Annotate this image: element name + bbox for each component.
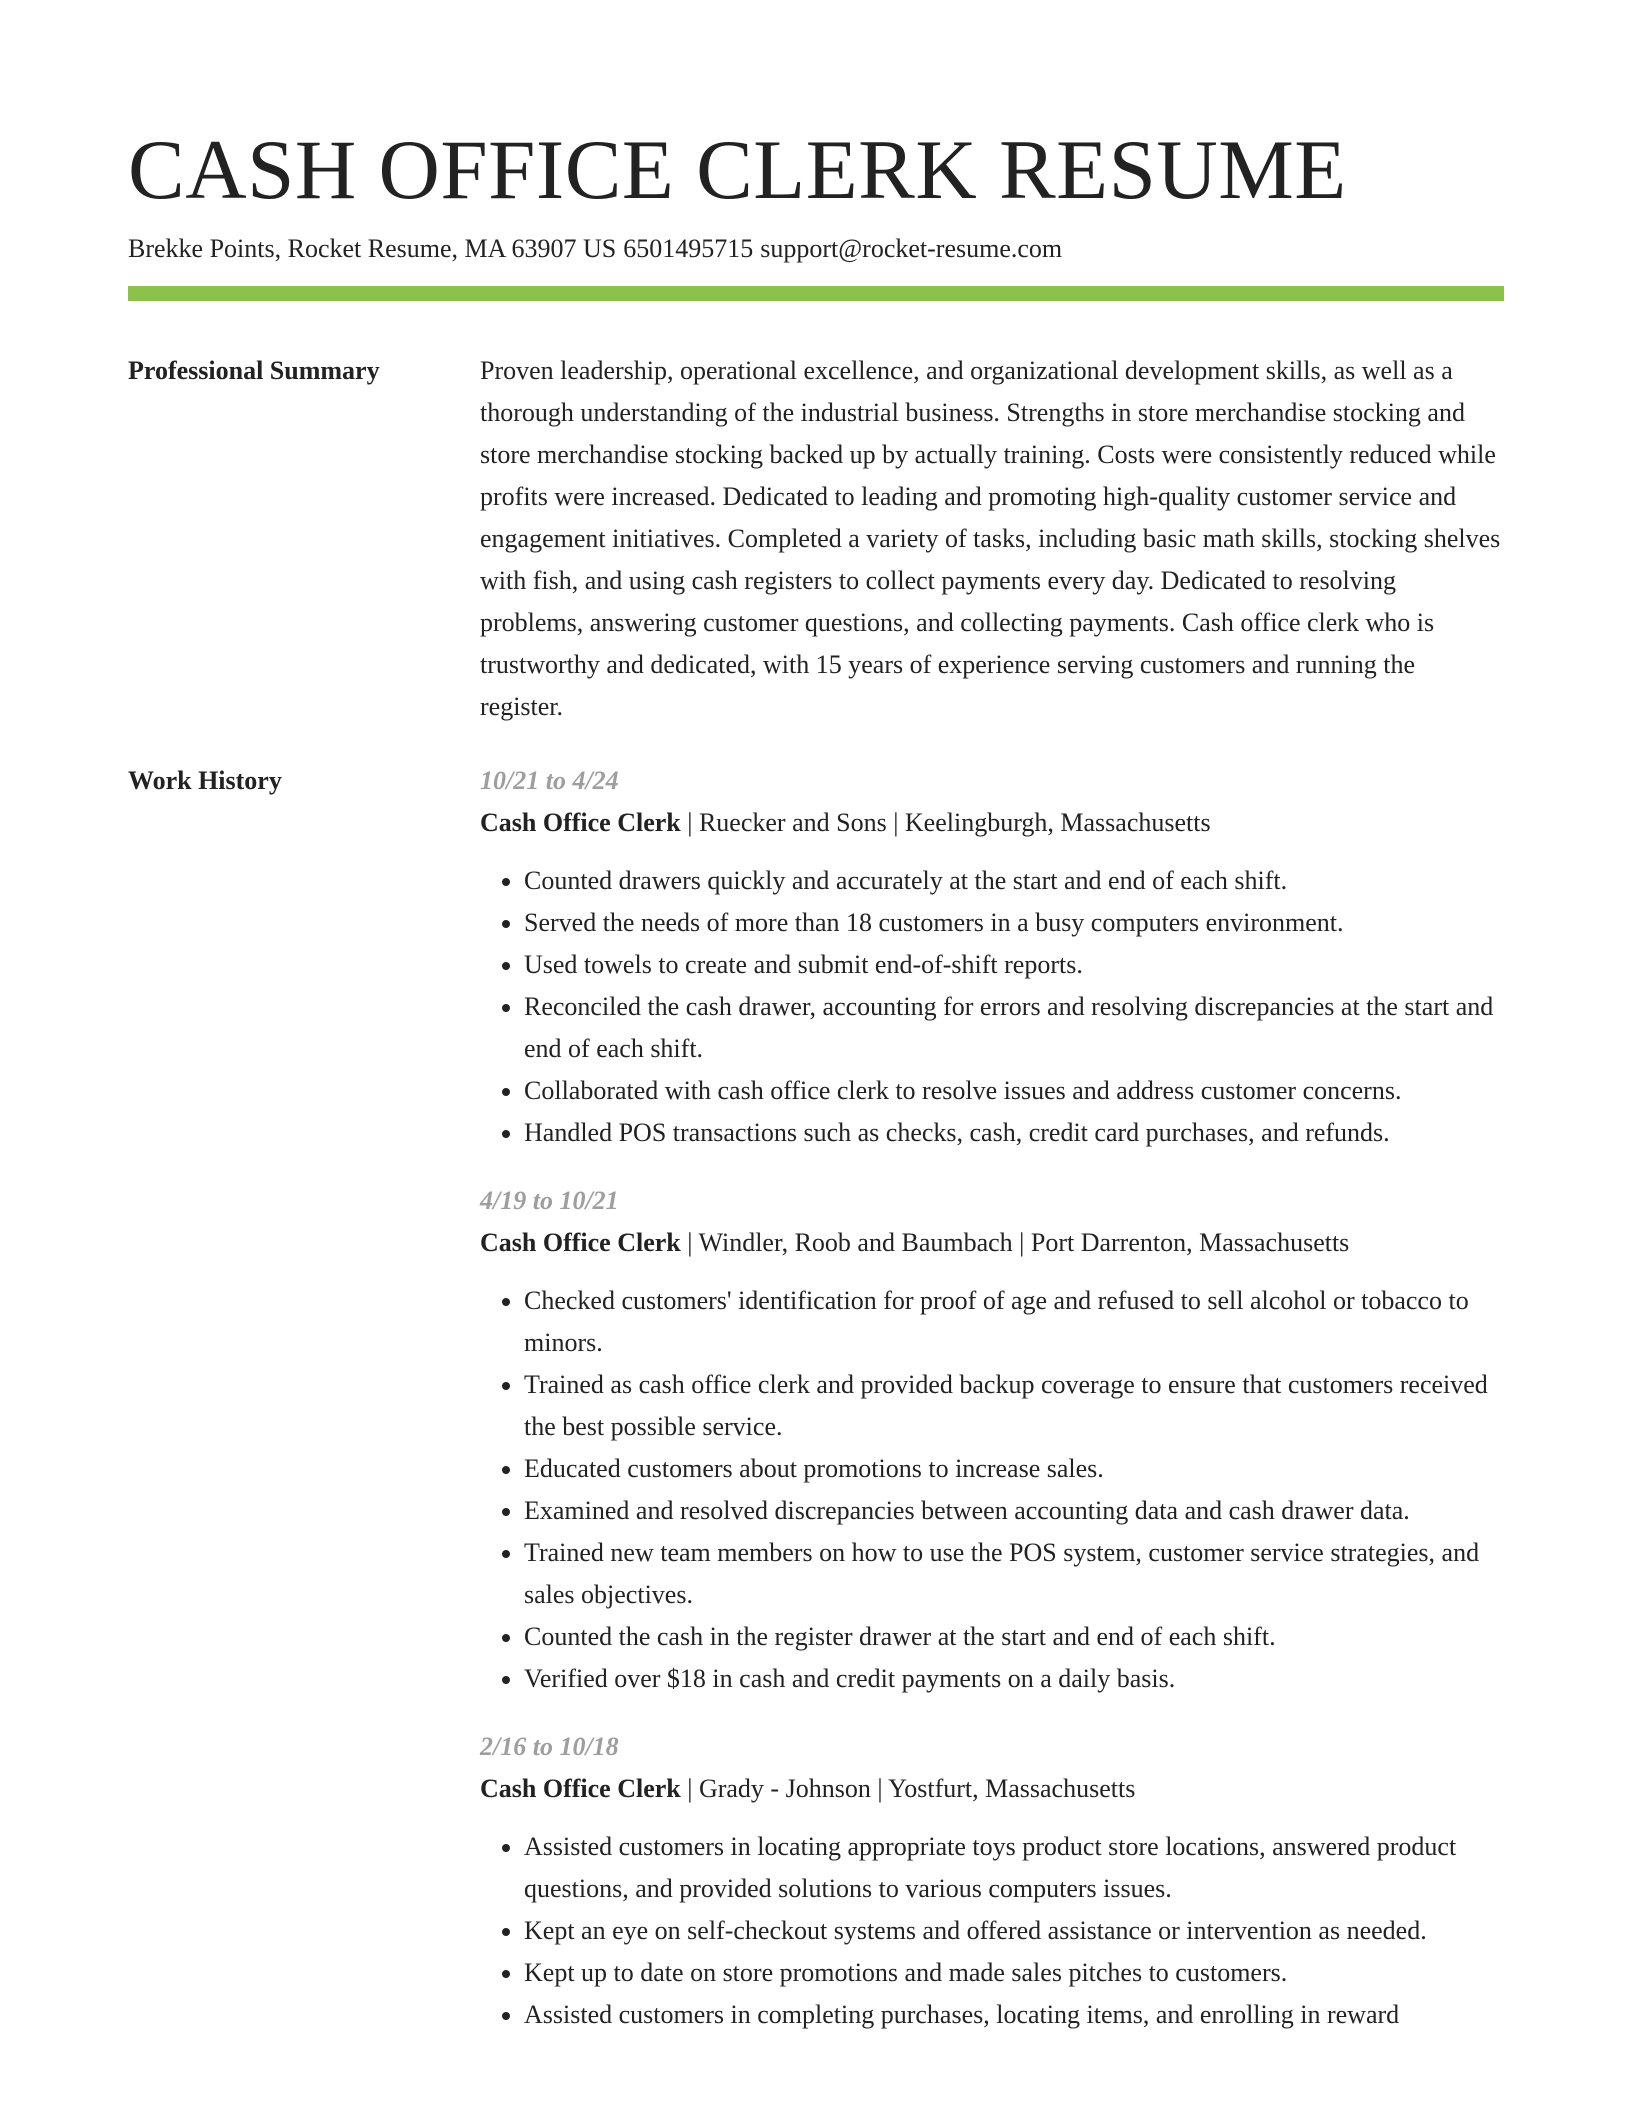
job-dates: 4/19 to 10/21 (480, 1186, 619, 1215)
contact-line (128, 231, 1062, 267)
job-duty: • Educated customers about promotions to increase sales. (524, 1448, 1504, 1490)
job-duty: • Used towels to create and submit end-of-shift reports. (524, 944, 1504, 986)
summary-body (480, 350, 1504, 728)
job-duties-list (480, 860, 1504, 1154)
job-dates: 10/21 to 4/24 (480, 766, 619, 795)
job-duty: • Kept an eye on self-checkout systems and offered assistance or intervention as needed. (524, 1910, 1504, 1952)
contact-email: support@rocket-resume.com (760, 234, 1063, 263)
job-duty: • Trained as cash office clerk and provided backup coverage to ensure that customers received the best possible service. (524, 1364, 1504, 1448)
job-duty: • Handled POS transactions such as checks, cash, credit card purchases, and refunds. (524, 1112, 1504, 1154)
job-duties-list (480, 1280, 1504, 1700)
job-duty: • Counted drawers quickly and accurately at the start and end of each shift. (524, 860, 1504, 902)
work-history-label: Work History (128, 766, 282, 795)
summary-text: Proven leadership, operational excellence, and organizational development skills, as well as a thorough understanding of the industrial business. Strengths in store merchandise stocking and store merchandise stocking backed up by actually training. Costs were consistently reduced while profits were increased. Dedicated to leading and promoting high-quality customer service and engagement initiatives. Completed a variety of tasks, including basic math skills, stocking shelves with fish, and using cash registers to collect payments every day. Dedicated to resolving problems, answering customer questions, and collecting payments. Cash office clerk who is trustworthy and dedicated, with 15 years of experience serving customers and running the register. (480, 356, 1501, 721)
job-entry (480, 1726, 1504, 2036)
work-history-body (480, 760, 1504, 2062)
job-duty: • Served the needs of more than 18 customers in a busy computers environment. (524, 902, 1504, 944)
job-duty: • Reconciled the cash drawer, accounting for errors and resolving discrepancies at the start and end of each shift. (524, 986, 1504, 1070)
resume-title: CASH OFFICE CLERK RESUME (128, 123, 1347, 217)
job-entry (480, 760, 1504, 1154)
job-employer-location: | Windler, Roob and Baumbach | Port Darrenton, Massachusetts (680, 1228, 1350, 1257)
job-duty: • Kept up to date on store promotions and made sales pitches to customers. (524, 1952, 1504, 1994)
job-duty: • Verified over $18 in cash and credit payments on a daily basis. (524, 1658, 1504, 1700)
job-dates: 2/16 to 10/18 (480, 1732, 619, 1761)
contact-address: Brekke Points, Rocket Resume, MA 63907 US (128, 234, 617, 263)
job-heading (480, 1222, 1504, 1264)
contact-phone: 6501495715 (623, 234, 754, 263)
job-employer-location: | Grady - Johnson | Yostfurt, Massachusetts (680, 1774, 1136, 1803)
job-entry (480, 1180, 1504, 1700)
job-heading (480, 1768, 1504, 1810)
header-accent-rule (128, 286, 1504, 301)
job-duty: • Examined and resolved discrepancies between accounting data and cash drawer data. (524, 1490, 1504, 1532)
job-duty: • Assisted customers in completing purchases, locating items, and enrolling in reward (524, 1994, 1504, 2036)
job-duty: • Assisted customers in locating appropriate toys product store locations, answered product questions, and provided solutions to various computers issues. (524, 1826, 1504, 1910)
job-title: Cash Office Clerk (480, 1774, 681, 1803)
job-duty: • Counted the cash in the register drawer at the start and end of each shift. (524, 1616, 1504, 1658)
job-duty: • Trained new team members on how to use the POS system, customer service strategies, and sales objectives. (524, 1532, 1504, 1616)
job-duties-list (480, 1826, 1504, 2036)
job-duty: • Collaborated with cash office clerk to resolve issues and address customer concerns. (524, 1070, 1504, 1112)
job-title: Cash Office Clerk (480, 1228, 681, 1257)
job-title: Cash Office Clerk (480, 808, 681, 837)
job-heading (480, 802, 1504, 844)
summary-label: Professional Summary (128, 356, 380, 385)
job-duty: • Checked customers' identification for proof of age and refused to sell alcohol or tobacco to minors. (524, 1280, 1504, 1364)
job-employer-location: | Ruecker and Sons | Keelingburgh, Massachusetts (680, 808, 1211, 837)
